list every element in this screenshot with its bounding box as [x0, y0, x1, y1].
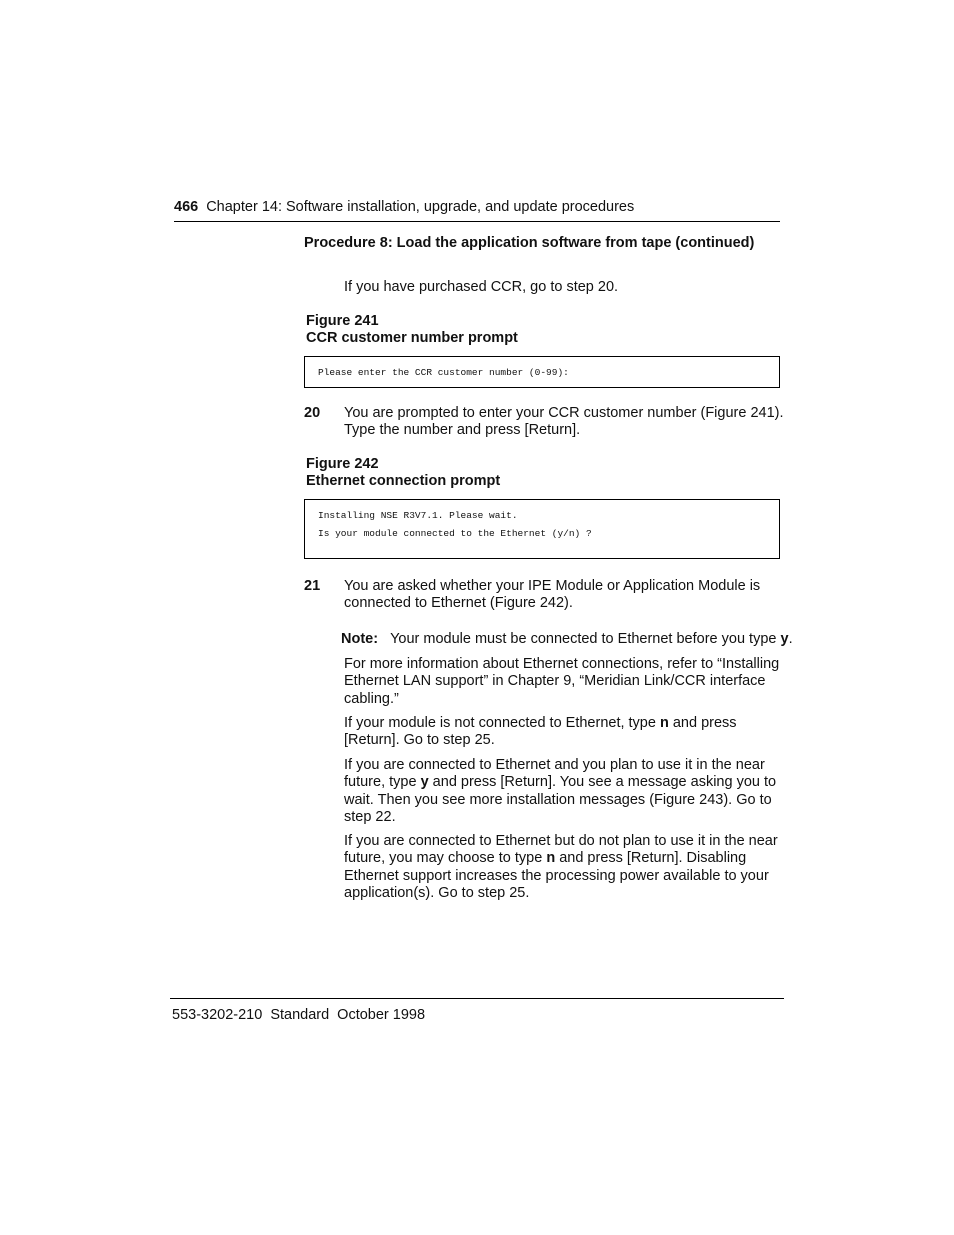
document-number: 553-3202-210 — [172, 1007, 263, 1023]
note-key: y — [780, 631, 789, 647]
paragraph-line — [344, 850, 784, 867]
paragraph-line: wait. Then you see more installation messages (Figure 243). Go to — [344, 791, 772, 808]
document-status: Standard — [270, 1007, 330, 1023]
paragraph-line: application(s). Go to step 25. — [344, 885, 530, 902]
text-span: and press [Return]. Disabling — [555, 850, 747, 867]
key-y: y — [420, 774, 429, 791]
key-n: n — [659, 715, 669, 731]
header-rule — [174, 221, 780, 222]
step-20-line: Type the number and press [Return]. — [344, 422, 581, 439]
paragraph-line: [Return]. Go to step 25. — [344, 732, 495, 749]
chapter-title: Chapter 14: Software installation, upgrade, and update procedures — [206, 199, 635, 215]
step-21-line: connected to Ethernet (Figure 242). — [344, 595, 573, 612]
intro-text: If you have purchased CCR, go to step 20. — [344, 279, 619, 295]
not-connected-paragraph — [344, 715, 784, 750]
screen-line: Is your module connected to the Ethernet (y/n) ? — [318, 528, 592, 539]
text-span: and press — [668, 715, 737, 731]
paragraph-line: step 22. — [344, 809, 396, 826]
step-21-line: You are asked whether your IPE Module or Application Module is — [344, 578, 761, 594]
procedure-title: Procedure 8: Load the application software from tape (continued) — [304, 235, 755, 251]
running-header — [174, 199, 780, 215]
paragraph-line: If you are connected to Ethernet and you plan to use it in the near — [344, 757, 765, 773]
step-21-number: 21 — [304, 578, 321, 594]
figure-241-screen — [304, 356, 780, 388]
connected-paragraph — [344, 757, 784, 827]
screen-line: Please enter the CCR customer number (0-99): — [318, 367, 569, 378]
key-n: n — [546, 850, 556, 867]
paragraph-line: cabling.” — [344, 690, 399, 707]
paragraph-line: If you are connected to Ethernet but do not plan to use it in the near — [344, 833, 778, 849]
figure-241-number: Figure 241 — [306, 313, 379, 329]
step-21-text — [344, 578, 784, 613]
figure-242-caption: Ethernet connection prompt — [306, 473, 501, 489]
screen-line: Installing NSE R3V7.1. Please wait. — [318, 510, 518, 521]
note-end: . — [788, 631, 793, 647]
step-20-line: You are prompted to enter your CCR customer number (Figure 241). — [344, 405, 784, 421]
text-span: future, type — [344, 774, 421, 791]
note-text: Your module must be connected to Ethernet before you type — [390, 631, 781, 647]
figure-242-number: Figure 242 — [306, 456, 379, 472]
step-20-number: 20 — [304, 405, 321, 421]
text-span: If your module is not connected to Ethernet, type — [344, 715, 660, 731]
note — [341, 631, 793, 647]
document-date: October 1998 — [337, 1007, 426, 1023]
step-20-text — [344, 405, 784, 440]
footer-rule — [170, 998, 784, 999]
note-label: Note: — [341, 631, 379, 647]
text-span: future, you may choose to type — [344, 850, 547, 867]
paragraph-line: For more information about Ethernet connections, refer to “Installing — [344, 656, 780, 672]
page-number: 466 — [174, 199, 199, 215]
running-footer — [172, 1007, 433, 1023]
paragraph-line — [344, 774, 784, 791]
figure-242-screen — [304, 499, 780, 559]
figure-241-caption: CCR customer number prompt — [306, 330, 518, 346]
paragraph-line: Ethernet LAN support” in Chapter 9, “Meridian Link/CCR interface — [344, 673, 766, 690]
ethernet-info-paragraph — [344, 656, 784, 708]
paragraph-line — [344, 715, 784, 732]
text-span: and press [Return]. You see a message asking you to — [428, 774, 777, 791]
not-use-paragraph — [344, 833, 784, 903]
paragraph-line: Ethernet support increases the processing power available to your — [344, 867, 769, 884]
